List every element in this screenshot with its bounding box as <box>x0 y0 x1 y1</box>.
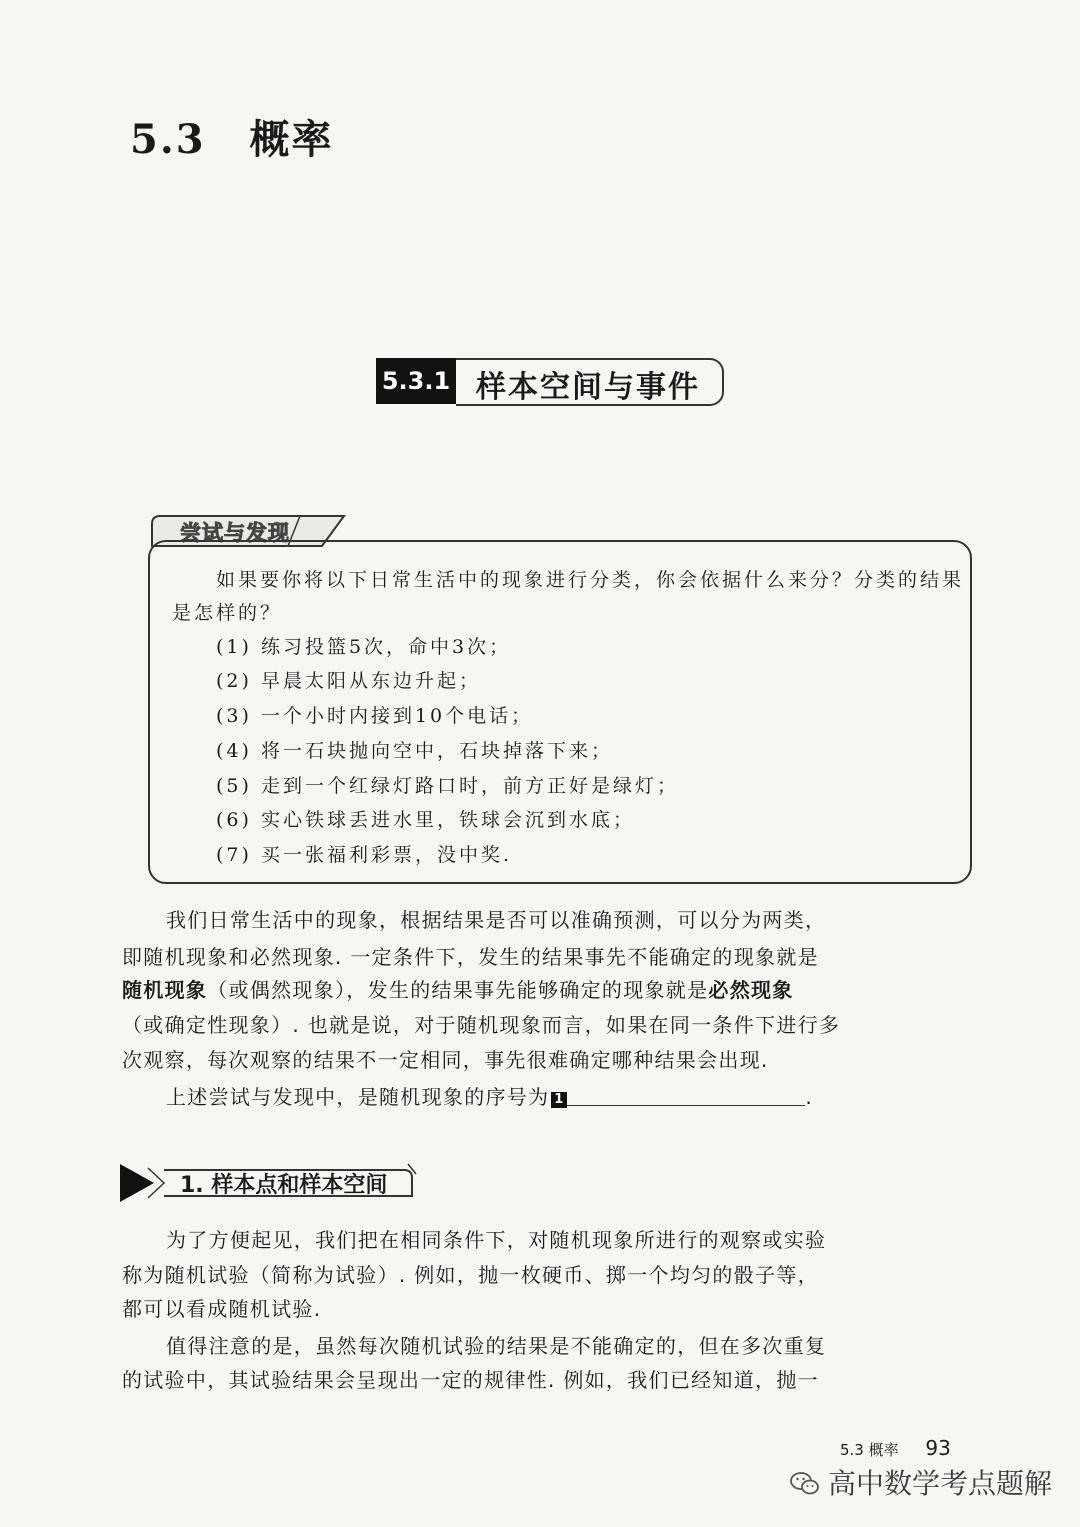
chapter-title: 概率 <box>249 116 334 163</box>
section-title: 样本空间与事件 <box>476 370 700 405</box>
para3-line1: 为了方便起见，我们把在相同条件下，对随机现象所进行的观察或实验 <box>166 1228 827 1252</box>
try-discover-label: 尝试与发现 <box>180 521 290 545</box>
try-item: (6) 实心铁球丢进水里，铁球会沉到水底； <box>216 809 635 831</box>
subsection-heading <box>118 1160 418 1206</box>
para4-line1: 值得注意的是，虽然每次随机试验的结果是不能确定的，但在多次重复 <box>166 1334 827 1358</box>
para1-line2: 即随机现象和必然现象. 一定条件下，发生的结果事先不能确定的现象就是 <box>122 945 819 969</box>
chapter-number: 5.3 <box>130 116 206 163</box>
page-number: 93 <box>925 1436 951 1460</box>
para3-line3: 都可以看成随机试验. <box>122 1297 322 1321</box>
page-footer <box>840 1436 951 1460</box>
para1-line5: 次观察，每次观察的结果不一定相同，事先很难确定哪种结果会出现. <box>122 1048 769 1072</box>
blank-marker: 1 <box>551 1092 567 1108</box>
para2: 上述尝试与发现中，是随机现象的序号为 1 . <box>166 1085 814 1109</box>
try-intro-line1: 如果要你将以下日常生活中的现象进行分类，你会依据什么来分？分类的结果 <box>216 569 965 591</box>
try-item: (3) 一个小时内接到10个电话； <box>216 705 534 727</box>
try-item: (1) 练习投篮5次，命中3次； <box>216 636 512 658</box>
try-item: (5) 走到一个红绿灯路口时，前方正好是绿灯； <box>216 775 679 797</box>
para1-line1: 我们日常生活中的现象，根据结果是否可以准确预测，可以分为两类， <box>166 908 827 932</box>
para1-line3: 随机现象（或偶然现象），发生的结果事先能够确定的现象就是必然现象 <box>122 978 794 1002</box>
wechat-icon <box>790 1471 820 1504</box>
term-random-phenomenon: 随机现象 <box>122 978 208 1002</box>
para3-line2: 称为随机试验（简称为试验）. 例如，抛一枚硬币、掷一个均匀的骰子等， <box>122 1263 819 1287</box>
answer-blank[interactable] <box>567 1087 805 1106</box>
section-number-badge: 5.3.1 <box>376 358 456 404</box>
try-item: (2) 早晨太阳从东边升起； <box>216 670 481 692</box>
para1-line4: （或确定性现象）. 也就是说，对于随机现象而言，如果在同一条件下进行多 <box>122 1013 841 1037</box>
section-heading <box>376 356 728 406</box>
term-certain-phenomenon: 必然现象 <box>708 978 794 1002</box>
try-item: (7) 买一张福利彩票，没中奖. <box>216 844 512 866</box>
chapter-heading <box>130 108 334 165</box>
subsection-title: 1. 样本点和样本空间 <box>180 1173 388 1198</box>
para4-line2: 的试验中，其试验结果会呈现出一定的规律性. 例如，我们已经知道，抛一 <box>122 1368 819 1392</box>
try-item: (4) 将一石块抛向空中，石块掉落下来； <box>216 740 613 762</box>
try-intro-line2: 是怎样的？ <box>172 602 283 624</box>
footer-section: 5.3 概率 <box>840 1441 899 1459</box>
watermark-text: 高中数学考点题解 <box>828 1467 1053 1500</box>
watermark <box>790 1462 1052 1504</box>
